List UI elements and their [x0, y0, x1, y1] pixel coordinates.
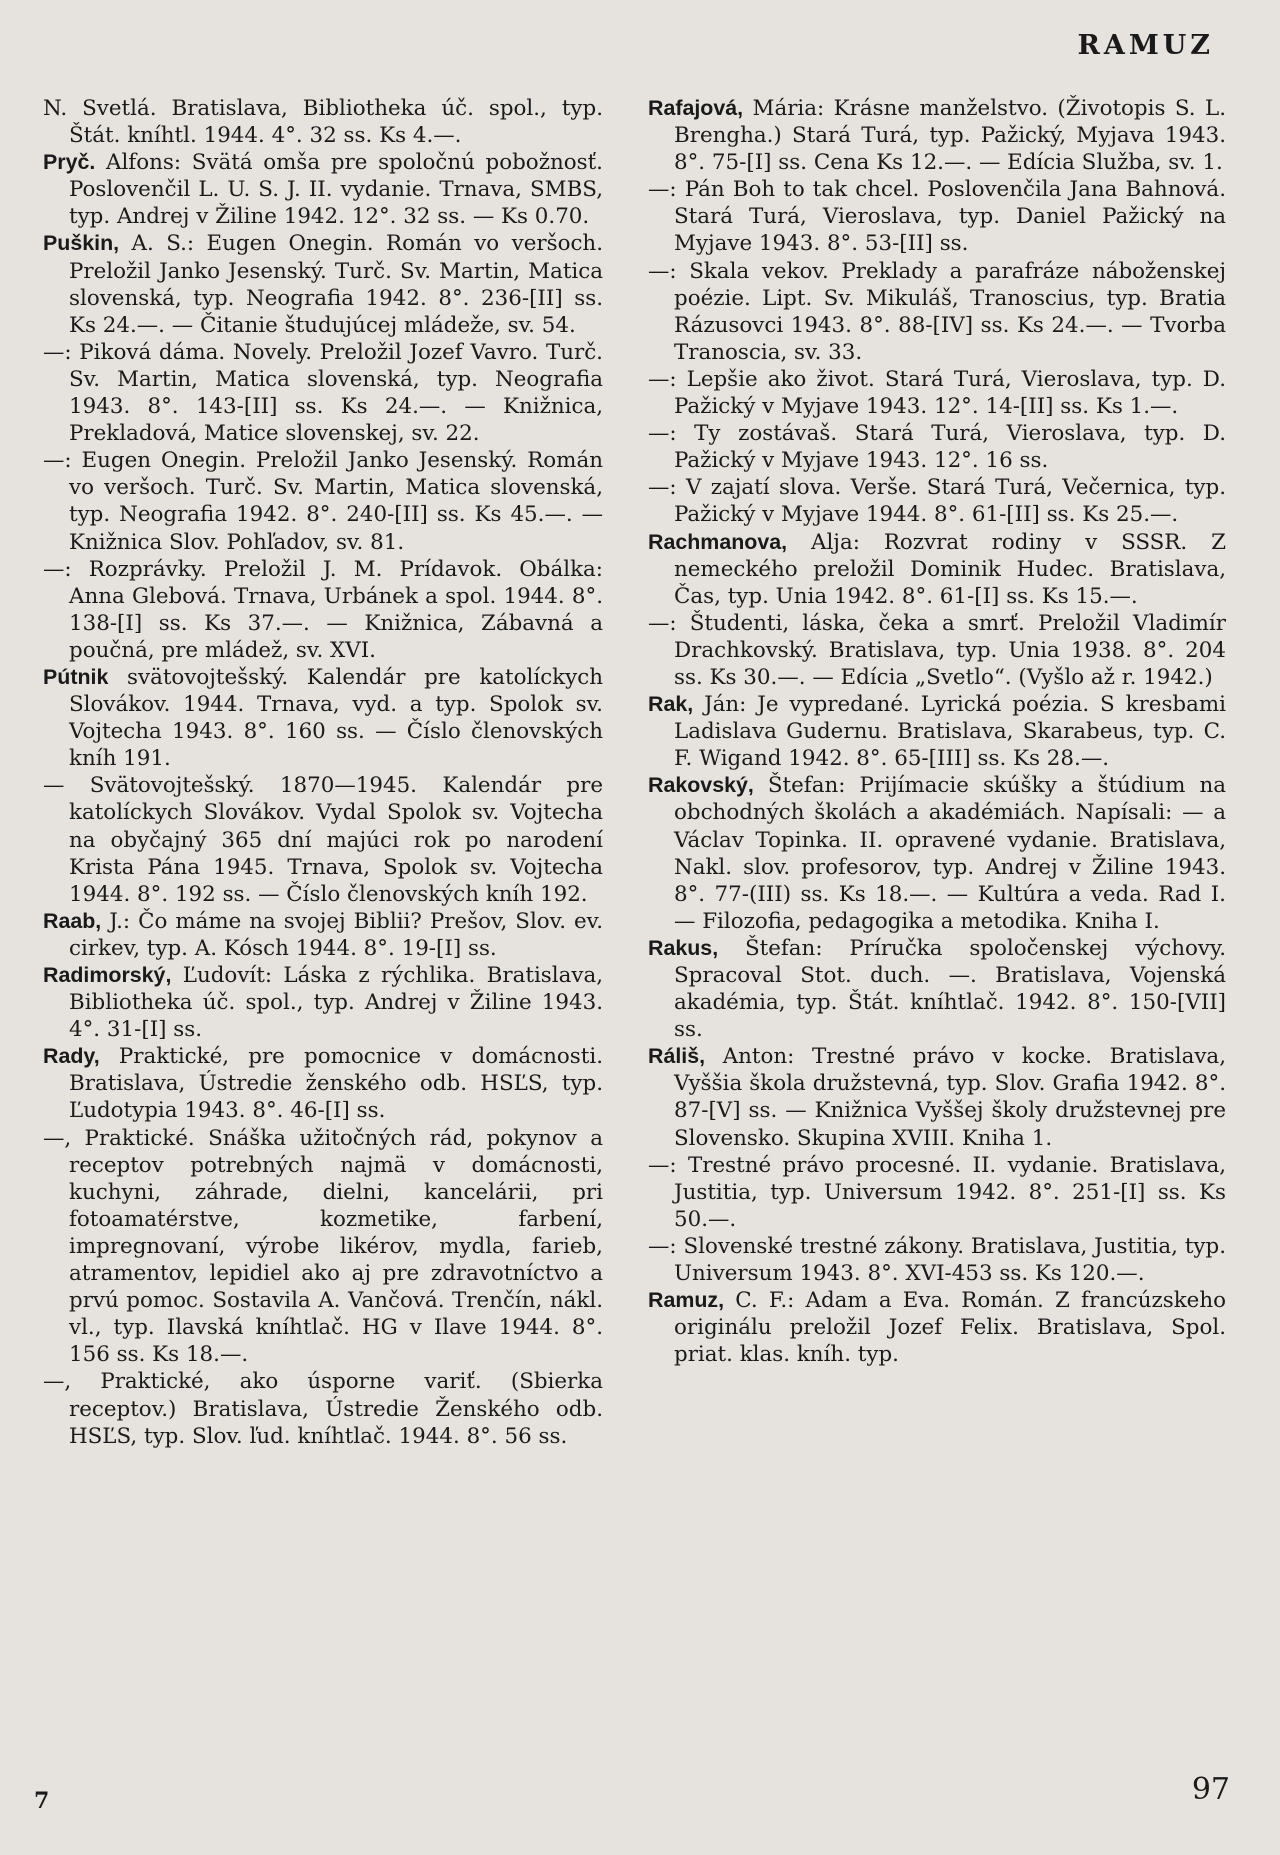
entry-text: Ján: Je vypredané. Lyrická poézia. S kresbami Ladislava Gudernu. Bratislava, Skarabeus, typ. C. F. Wigand 1942. 8°. 65-[III] ss. Ks 28.—. — [674, 692, 1226, 772]
bibliography-entry — [648, 366, 1226, 420]
bibliography-entry — [648, 474, 1226, 528]
entry-text: — Svätovojtešský. 1870—1945. Kalendár pre katolíckych Slovákov. Vydal Spolok sv. Vojtecha na obyčajný 365 dní majúci rok po narodení Krista Pána 1945. Trnava, Spolok sv. Vojtecha 1944. 8°. 192 ss. — Číslo členovských kníh 192. — [43, 773, 603, 907]
entry-text: —: Skala vekov. Preklady a parafráze náboženskej poézie. Lipt. Sv. Mikuláš, Tranoscius, typ. Bratia Rázusovci 1943. 8°. 88-[IV] ss. Ks 24.—. — Tvorba Tranoscia, sv. 33. — [648, 258, 1226, 365]
bibliography-entry — [43, 772, 603, 907]
entry-heading: Ramuz, — [648, 1288, 725, 1313]
bibliography-entry — [43, 664, 603, 772]
bibliography-entry — [648, 1043, 1226, 1151]
entry-text: svätovojtešský. Kalendár pre katolíckych Slovákov. 1944. Trnava, vyd. a typ. Spolok sv. Vojtecha 1943. 8°. 160 ss. — Číslo členovských kníh 191. — [69, 664, 603, 772]
entry-text: A. S.: Eugen Onegin. Román vo veršoch. Preložil Janko Jesenský. Turč. Sv. Martin, Matica slovenská, typ. Neografia 1942. 8°. 236-[II] ss. Ks 24.—. — Čitanie študujúcej mládeže, sv. 54. — [69, 231, 603, 338]
bibliography-entry — [43, 1125, 603, 1369]
entry-text: Štefan: Prijímacie skúšky a štúdium na obchodných školách a akadémiách. Napísali: — a Václav Topinka. II. opravené vydanie. Bratislava, Nakl. slov. profesorov, typ. Andrej v Žiline 1943. 8°. 77-(III) ss. Ks 18.—. — Kultúra a veda. Rad I. — Filozofia, pedagogika a metodika. Kniha I. — [674, 773, 1226, 934]
entry-heading: Radimorský, — [43, 963, 172, 987]
entry-text: —: Trestné právo procesné. II. vydanie. Bratislava, Justitia, typ. Universum 1942. 8°. 251-[I] ss. Ks 50.—. — [648, 1152, 1226, 1232]
bibliography-entry — [648, 691, 1226, 772]
entry-heading: Pútnik — [43, 664, 109, 689]
bibliography-entry — [43, 339, 603, 447]
bibliography-entry — [648, 935, 1226, 1043]
page-number: 97 — [1191, 1772, 1230, 1807]
bibliography-entry — [43, 95, 603, 149]
bibliography-entry — [648, 420, 1226, 474]
entry-text: —: Piková dáma. Novely. Preložil Jozef Vavro. Turč. Sv. Martin, Matica slovenská, typ. Neografia 1943. 8°. 143-[II] ss. Ks 24.—. — Knižnica, Prekladová, Matice slovenskej, sv. 22. — [43, 339, 603, 447]
bibliography-entry — [648, 772, 1226, 935]
bibliography-entry — [648, 1287, 1226, 1368]
bibliography-entry — [43, 556, 603, 664]
entry-heading: Rakovský, — [648, 773, 754, 798]
bibliography-entry — [648, 176, 1226, 257]
bibliography-entry — [43, 447, 603, 555]
entry-text: C. F.: Adam a Eva. Román. Z francúzskeho originálu preložil Jozef Felix. Bratislava, Spol. priat. klas. kníh. typ. — [674, 1288, 1226, 1368]
bibliography-entry — [43, 1368, 603, 1449]
entry-text: —: Lepšie ako život. Stará Turá, Vieroslava, typ. D. Pažický v Myjave 1943. 12°. 14-[II] ss. Ks 1.—. — [648, 366, 1226, 420]
entry-text: Anton: Trestné právo v kocke. Bratislava, Vyššia škola družstevná, typ. Slov. Grafia 1942. 8°. 87-[V] ss. — Knižnica Vyššej školy družstevnej pre Slovensko. Skupina XVIII. Kniha 1. — [674, 1044, 1226, 1151]
bibliography-entry — [43, 149, 603, 230]
entry-text: —, Praktické, ako úsporne variť. (Sbierka receptov.) Bratislava, Ústredie Ženského odb. HSĽS, typ. Slov. ľud. kníhtlač. 1944. 8°. 56 ss. — [43, 1369, 603, 1449]
entry-text: Mária: Krásne manželstvo. (Životopis S. L. Brengha.) Stará Turá, typ. Pažický, Myjava 1943. 8°. 75-[I] ss. Cena Ks 12.—. — Edícia Služba, sv. 1. — [674, 96, 1226, 176]
entry-text: —: Eugen Onegin. Preložil Janko Jesenský. Román vo veršoch. Turč. Sv. Martin, Matica slovenská, typ. Neografia 1942. 8°. 240-[II] ss. Ks 45.—. — Knižnica Slov. Pohľadov, sv. 81. — [43, 448, 603, 555]
entry-text: —, Praktické. Snáška užitočných rád, pokynov a receptov potrebných najmä v domácnosti, kuchyni, záhrade, dielni, kancelárii, pri fotoamatérstve, kozmetike, farbení, impregnovaní, výrobe likérov, mydla, farieb, atramentov, lepidiel ako aj pre zdravotníctvo a prvú pomoc. Sostavila A. Vančová. Trenčín, nákl. vl., typ. Ilavská kníhtlač. HG v Ilave 1944. 8°. 156 ss. Ks 18.—. — [43, 1125, 603, 1368]
entry-heading: Raab, — [43, 908, 102, 933]
entry-heading: Puškin, — [43, 231, 120, 256]
entry-text: —: V zajatí slova. Verše. Stará Turá, Večernica, typ. Pažický v Myjave 1944. 8°. 61-[II] ss. Ks 25.—. — [648, 475, 1226, 528]
bibliography-entry — [43, 908, 603, 962]
entry-heading: Pryč. — [43, 150, 96, 175]
entry-heading: Rady, — [43, 1044, 100, 1069]
bibliography-entry — [648, 1152, 1226, 1233]
entry-heading: Rafajová, — [648, 96, 744, 120]
right-column — [648, 95, 1226, 1368]
bibliography-entry — [648, 1233, 1226, 1287]
entry-text: Praktické, pre pomocnice v domácnosti. Bratislava, Ústredie ženského odb. HSĽS, typ. Ľudotypia 1943. 8°. 46-[I] ss. — [69, 1044, 603, 1124]
bibliography-entry — [648, 610, 1226, 691]
bibliography-entry — [43, 230, 603, 338]
bibliography-entry — [43, 962, 603, 1043]
entry-text: Ľudovít: Láska z rýchlika. Bratislava, Bibliotheka úč. spol., typ. Andrej v Žiline 1943. 4°. 31-[I] ss. — [69, 963, 603, 1043]
entry-text: Štefan: Príručka spoločenskej výchovy. Spracoval Stot. duch. —. Bratislava, Vojenská akadémia, typ. Štát. kníhtlač. 1942. 8°. 150-[VII] ss. — [674, 935, 1226, 1043]
bibliography-entry — [43, 1043, 603, 1124]
entry-heading: Ráliš, — [648, 1044, 706, 1069]
entry-text: —: Študenti, láska, čeka a smrť. Preložil Vladimír Drachkovský. Bratislava, typ. Unia 1938. 8°. 204 ss. Ks 30.—. — Edícia „Svetlo“. (Vyšlo až r. 1942.) — [648, 610, 1226, 690]
entry-text: —: Ty zostávaš. Stará Turá, Vieroslava, typ. D. Pažický v Myjave 1943. 12°. 16 ss. — [648, 421, 1226, 474]
entry-text: —: Rozprávky. Preložil J. M. Prídavok. Obálka: Anna Glebová. Trnava, Urbánek a spol. 1944. 8°. 138-[I] ss. Ks 37.—. — Knižnica, Zábavná a poučná, pre mládež, sv. XVI. — [43, 556, 603, 663]
bibliography-entry — [648, 529, 1226, 610]
entry-text: Alja: Rozvrat rodiny v SSSR. Z nemeckého preložil Dominik Hudec. Bratislava, Čas, typ. Unia 1942. 8°. 61-[I] ss. Ks 15.—. — [674, 529, 1226, 609]
entry-heading: Rachmanova, — [648, 529, 788, 554]
entry-text: Alfons: Svätá omša pre spoločnú pobožnosť. Poslovenčil L. U. S. J. II. vydanie. Trnava, SMBS, typ. Andrej v Žiline 1942. 12°. 32 ss. — Ks 0.70. — [69, 150, 603, 230]
entry-heading: Rakus, — [648, 935, 719, 960]
entry-text: —: Slovenské trestné zákony. Bratislava, Justitia, typ. Universum 1943. 8°. XVI-453 ss. Ks 120.—. — [648, 1233, 1226, 1287]
entry-text: N. Svetlá. Bratislava, Bibliotheka úč. spol., typ. Štát. kníhtl. 1944. 4°. 32 ss. Ks 4.—. — [43, 96, 603, 149]
bibliography-entry — [648, 95, 1226, 176]
entry-text: —: Pán Boh to tak chcel. Poslovenčila Jana Bahnová. Stará Turá, Vieroslava, typ. Daniel Pažický na Myjave 1943. 8°. 53-[II] ss. — [648, 177, 1226, 257]
left-column — [43, 95, 603, 1450]
running-head: RAMUZ — [1077, 30, 1214, 61]
signature-mark: 7 — [34, 1788, 50, 1814]
entry-text: J.: Čo máme na svojej Biblii? Prešov, Slov. ev. cirkev, typ. A. Kósch 1944. 8°. 19-[I] ss. — [69, 908, 603, 961]
bibliography-entry — [648, 258, 1226, 366]
entry-heading: Rak, — [648, 692, 694, 717]
